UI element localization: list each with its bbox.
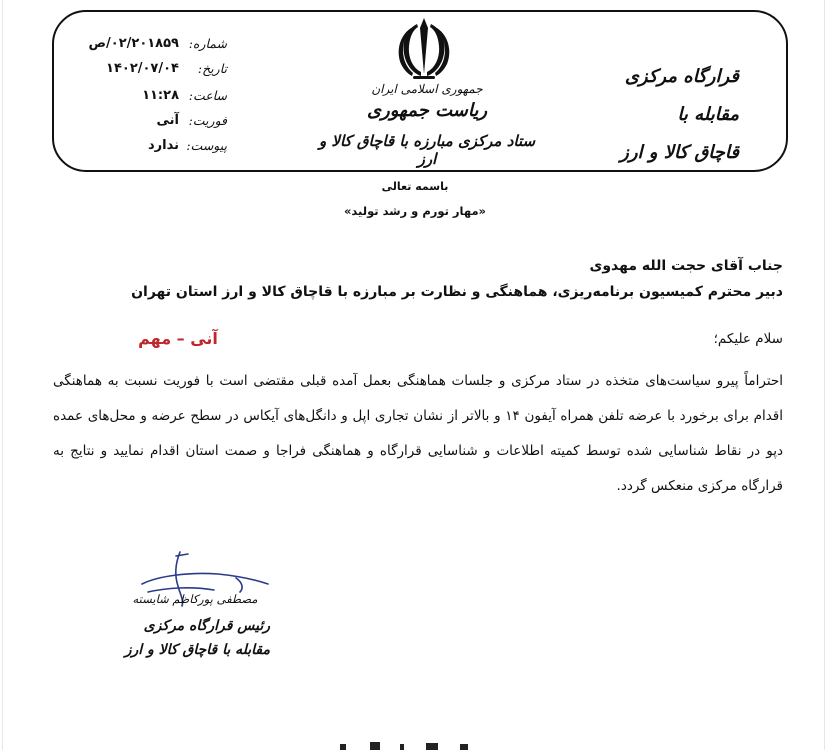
scan-edge-left <box>2 0 3 750</box>
signature-scribble <box>118 548 278 624</box>
bismillah: باسمه تعالی <box>381 180 449 193</box>
letter-attachment-value: ندارد <box>147 138 179 153</box>
letter-number-label: شماره: <box>188 36 227 51</box>
letterhead-org <box>589 58 739 172</box>
greeting: سلام علیکم؛ <box>713 331 783 347</box>
letter-date-value: ۱۴۰۲/۰۷/۰۴ <box>106 61 179 76</box>
signatory-name: مصطفی پورکاظم شایسته <box>132 592 258 606</box>
iran-emblem-icon <box>391 14 457 82</box>
footer-marks <box>330 738 500 750</box>
letterhead-org-line2: قاچاق کالا و ارز <box>620 142 739 163</box>
letterhead-presidency: ریاست جمهوری <box>366 100 488 121</box>
scan-edge-right <box>824 0 825 750</box>
letter-time-label: ساعت: <box>188 88 227 103</box>
signatory-title-line2: مقابله با قاچاق کالا و ارز <box>124 642 270 658</box>
letter-urgency-value: آنی <box>156 113 179 128</box>
letter-number-value: ۰۲/۲۰۱۸۵۹/ص <box>88 36 179 51</box>
letter-urgency-label: فوریت: <box>188 113 227 128</box>
letter-attachment-label: پیوست: <box>186 138 227 153</box>
letter-body: احتراماً پیرو سیاست‌های متخذه در ستاد مرکزی و جلسات هماهنگی بعمل آمده قبلی مقتضی است با فوریت نسبت به هماهنگی اقدام برای برخورد با عرضه تلفن همراه آیفون ۱۴ و بالاتر از نشان تجاری اپل و دانگل‌های آیکاس در سطح عرضه و محل‌های عمده دپو در نقاط شناسایی شده توسط کمیته اطلاعات و شناسایی قرارگاه و هماهنگی فراجا و صمت استان اقدام نمایید و نتایج به قرارگاه مرکزی منعکس گردد. <box>53 373 783 494</box>
letterhead-country: جمهوری اسلامی ایران <box>371 82 483 96</box>
letterhead-headquarters: ستاد مرکزی مبارزه با قاچاق کالا و ارز <box>318 132 536 168</box>
letter-time-value: ۱۱:۲۸ <box>142 88 179 103</box>
year-motto: «مهار تورم و رشد تولید» <box>343 204 486 218</box>
letterhead-org-line1: قرارگاه مرکزی مقابله با <box>624 66 739 125</box>
recipient-name: جناب آقای حجت الله مهدوی <box>589 258 783 274</box>
letter-date-label: تاریخ: <box>197 61 227 76</box>
signatory-title-line1: رئیس قرارگاه مرکزی <box>143 618 270 634</box>
urgency-stamp: آنی – مهم <box>138 329 218 348</box>
recipient-title: دبیر محترم کمیسیون برنامه‌ریزی، هماهنگی و نظارت بر مبارزه با قاچاق کالا و ارز استان تهران <box>131 284 783 300</box>
